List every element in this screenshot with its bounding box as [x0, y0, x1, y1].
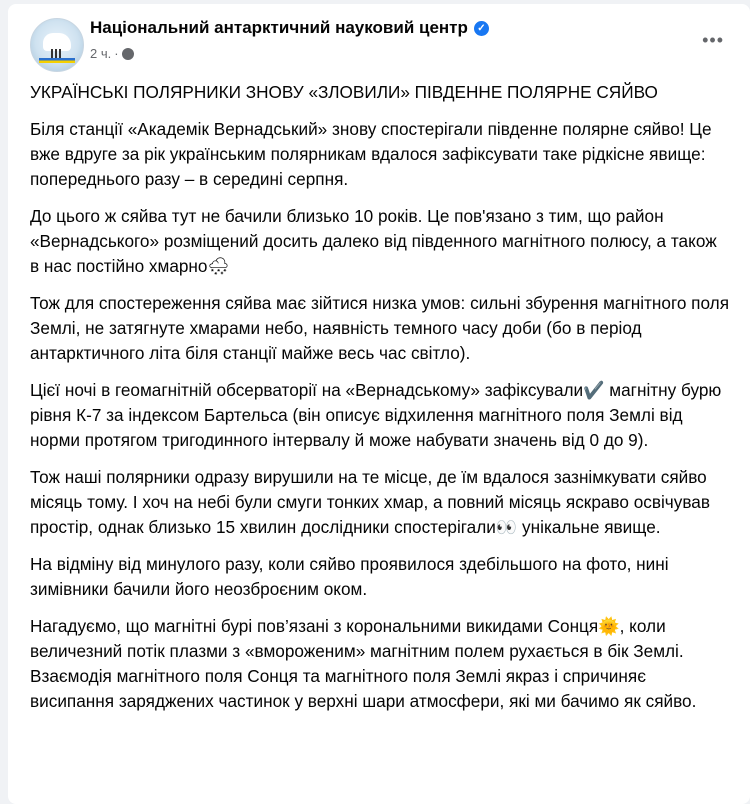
author-name-link[interactable]: Національний антарктичний науковий центр: [90, 18, 468, 37]
verified-badge-icon: ✓: [474, 21, 489, 36]
post-paragraph: Нагадуємо, що магнітні бурі пов’язані з корональними викидами Сонця🌞, коли величезний потік плазми з «вмороженим» магнітним полем рухається в бік Землі. Взаємодія магнітного поля Сонця та магнітного поля Землі якраз і спричиняє висипання заряджених частинок у верхні шари атмосфери, які ми бачимо як сяйво.: [30, 616, 697, 711]
post-time[interactable]: 2 ч.: [90, 46, 112, 61]
post-paragraph: На відміну від минулого разу, коли сяйво проявилося здебільшого на фото, нині зимівники бачили його неозброєним оком.: [30, 554, 669, 599]
more-options-button[interactable]: •••: [702, 30, 724, 50]
post-paragraph: Тож наші полярники одразу вирушили на те місце, де їм вдалося зазнімкувати сяйво місяць тому. І хоч на небі були смуги тонких хмар, а повний місяць яскраво освічував простір, однак близько 15 хвилин дослідники спостерігали👀 унікальне явище.: [30, 467, 710, 537]
globe-icon: [122, 48, 134, 60]
post-meta: [90, 46, 134, 61]
meta-separator: ·: [114, 46, 119, 61]
post-paragraph: Біля станції «Академік Вернадський» знову спостерігали південне полярне сяйво! Це вже вдруге за рік українським полярникам вдалося зафіксувати таке рідкісне явище: попереднього разу – в середині серпня.: [30, 119, 712, 189]
post-paragraph: Тож для спостереження сяйва має зійтися низка умов: сильні збурення магнітного поля Землі, не затягнуте хмарами небо, наявність темного часу доби (бо в період антарктичного літа біля станції майже весь час світло).: [30, 293, 730, 363]
page-avatar[interactable]: [30, 18, 84, 72]
post-card: [8, 4, 750, 804]
post-text: [30, 80, 730, 726]
post-author: [90, 18, 489, 38]
post-paragraph: Цієї ночі в геомагнітній обсерваторії на «Вернадському» зафіксували✔️ магнітну бурю рівня К-7 за індексом Бартельса (він описує відхилення магнітного поля Землі від норми протягом тригодинного інтервалу й може набувати значень від 0 до 9).: [30, 380, 722, 450]
logo-flag-icon: [39, 58, 75, 63]
post-headline: УКРАЇНСЬКІ ПОЛЯРНИКИ ЗНОВУ «ЗЛОВИЛИ» ПІВДЕННЕ ПОЛЯРНЕ СЯЙВО: [30, 82, 658, 102]
post-paragraph: До цього ж сяйва тут не бачили близько 10 років. Це пов'язано з тим, що район «Вернадського» розміщений досить далеко від південного магнітного полюсу, а також в нас постійно хмарно🌨: [30, 206, 717, 276]
